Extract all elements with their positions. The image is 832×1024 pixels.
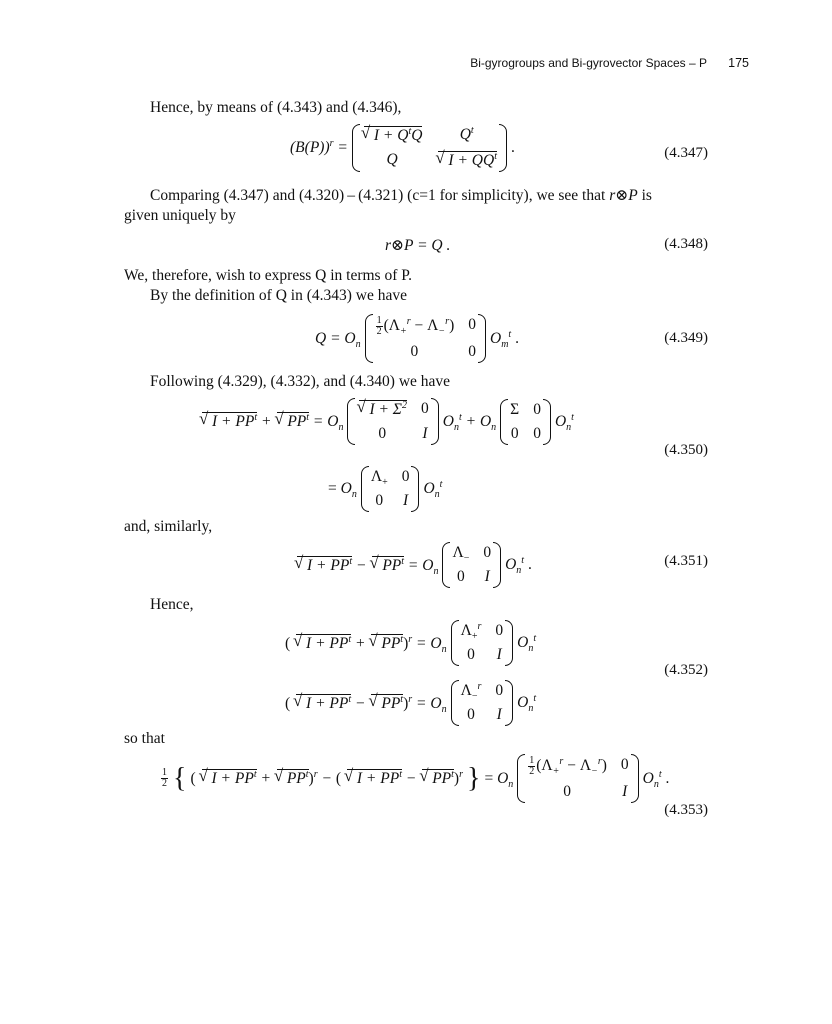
equation-number-4-349: (4.349): [664, 330, 708, 346]
equation-number-4-350: (4.350): [664, 442, 708, 458]
equation-4-352-line1: ( √ $I + PP^t$ + √ $PP^t)^r = O_n$ $\Lambda_+^r$ 0 0 I $O_n^t$: [285, 622, 536, 664]
paragraph-comparing-math: r⊗P: [609, 187, 638, 204]
equation-4-353: $\frac{1}{2}$ { ( √ $I + PP^t$ + √ $PP^t)^r$ − ( √ $I + PP^t$ − √ $PP^t)^r$ } = $O_n$ $\frac{1}{2}$ $(\Lambda_+^r - \Lambda_-^r)$ 0 0 I $O_n^t$ .: [160, 756, 669, 801]
equation-4-347: $(B(P))^r$ = √ $I + Q^tQ$ $Q^t$ Q √ $I + QQ^t$ .: [290, 126, 515, 170]
paragraph-comparing: [150, 186, 652, 206]
equation-number-4-348: (4.348): [664, 236, 708, 252]
paragraph-so-that: so that: [124, 730, 165, 747]
paragraph-hence-means: Hence, by means of (4.343) and (4.346),: [150, 99, 402, 116]
equation-4-352-line2: ( √ $I + PP^t$ − √ $PP^t)^r = O_n$ $\Lambda_-^r$ 0 0 I $O_n^t$: [285, 682, 536, 724]
equation-number-4-352: (4.352): [664, 662, 708, 678]
equation-number-4-347: (4.347): [664, 145, 708, 161]
equation-4-350-line1: √ $I + PP^t$ + √ $PP^t = O_n$ √ $I + \Sigma^2$ 0 0 I $O_n^t + O_n$ Σ 0 0 0 $O_n^t$: [200, 400, 574, 443]
paragraph-comparing-text: Comparing (4.347) and (4.320) – (4.321) (c=1 for simplicity), we see that: [150, 187, 606, 204]
running-title: Bi-gyrogroups and Bi-gyrovector Spaces – P: [470, 56, 707, 70]
equation-4-349: $Q = O_n$ $\frac{1}{2}$ $(\Lambda_+^r - \Lambda_-^r)$ 0 0 0 $O_m^t$ .: [315, 315, 519, 360]
equation-4-350-line2: = $O_n$ $\Lambda_+$ 0 0 I $O_n^t$: [328, 468, 443, 509]
paragraph-comparing-tail: is: [637, 187, 652, 204]
equation-4-351: √ $I + PP^t$ − √ $PP^t = O_n$ $\Lambda_-$ 0 0 I $O_n^t$ .: [295, 544, 532, 586]
equation-4-348: r⊗P = Q .: [385, 237, 451, 254]
paragraph-given-uniquely: given uniquely by: [124, 207, 236, 224]
paragraph-definition-q: By the definition of Q in (4.343) we have: [150, 287, 407, 304]
page-number: 175: [728, 56, 749, 70]
paragraph-express-q: We, therefore, wish to express Q in terms of P.: [124, 267, 413, 284]
paragraph-hence: Hence,: [150, 596, 194, 613]
paragraph-following: Following (4.329), (4.332), and (4.340) we have: [150, 373, 451, 390]
paragraph-similarly: and, similarly,: [124, 518, 213, 535]
equation-number-4-351: (4.351): [664, 553, 708, 569]
equation-number-4-353: (4.353): [664, 802, 708, 818]
